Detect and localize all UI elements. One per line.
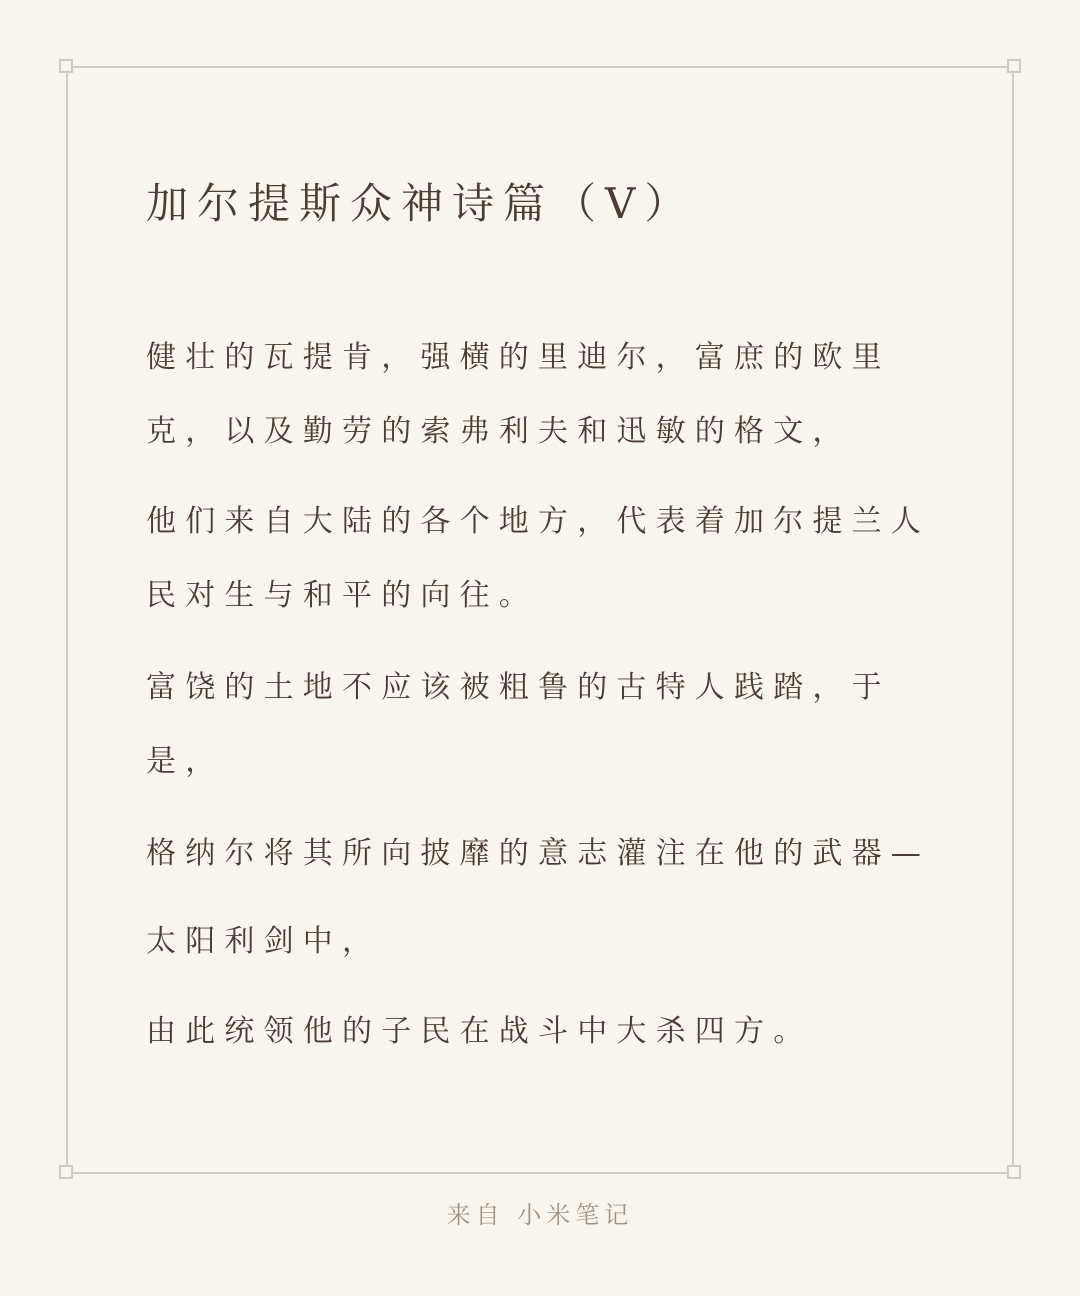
note-line: 由此统领他的子民在战斗中大杀四方。 bbox=[146, 1014, 813, 1049]
frame-corner-top-right bbox=[1007, 59, 1021, 73]
frame-right bbox=[1012, 66, 1014, 1174]
frame-corner-bottom-right bbox=[1007, 1165, 1021, 1179]
frame-corner-top-left bbox=[59, 59, 73, 73]
note-line: 克，以及勤劳的索弗利夫和迅敏的格文， bbox=[146, 414, 852, 449]
note-line: 健壮的瓦提肯，强横的里迪尔，富庶的欧里 bbox=[146, 340, 891, 375]
frame-bottom bbox=[66, 1172, 1014, 1174]
footer-source: 来自 小米笔记 bbox=[446, 1201, 634, 1229]
note-line: 民对生与和平的向往。 bbox=[146, 578, 538, 613]
note-title: 加尔提斯众神诗篇（V） bbox=[146, 179, 696, 228]
frame-top bbox=[66, 66, 1014, 68]
frame-corner-bottom-left bbox=[59, 1165, 73, 1179]
note-line: 富饶的土地不应该被粗鲁的古特人践踏，于 bbox=[146, 670, 891, 705]
frame-left bbox=[66, 66, 68, 1174]
note-line: 是， bbox=[146, 744, 225, 779]
note-line: 他们来自大陆的各个地方，代表着加尔提兰人 bbox=[146, 504, 930, 539]
note-line: 太阳利剑中， bbox=[146, 924, 382, 959]
note-line: 格纳尔将其所向披靡的意志灌注在他的武器— bbox=[146, 836, 930, 871]
